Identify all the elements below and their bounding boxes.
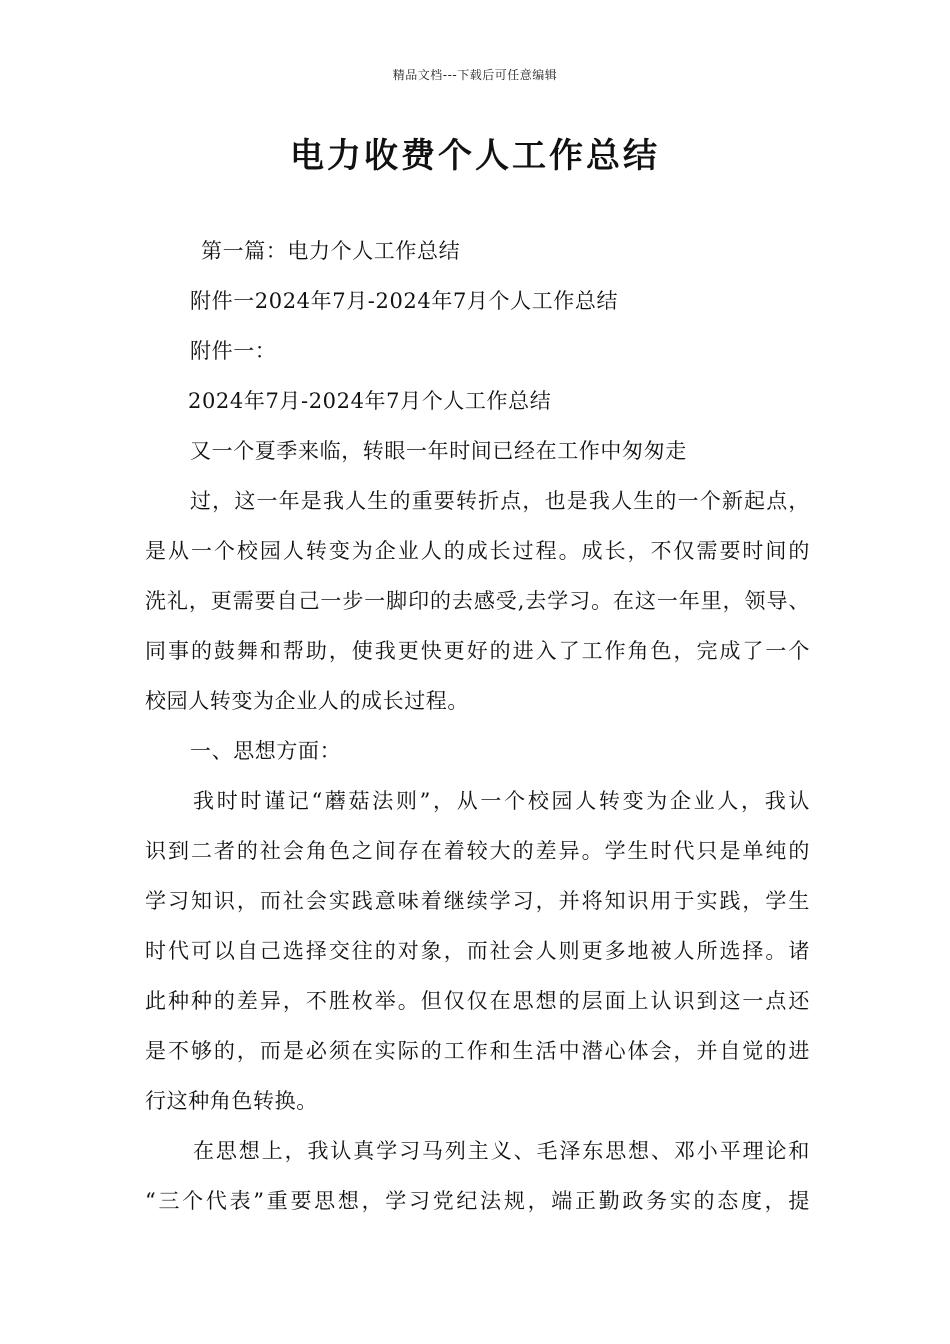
- paragraph-line: 校园人转变为企业人的成长过程。: [145, 689, 469, 713]
- paragraph-line: 学习知识，而社会实践意味着继续学习，并将知识用于实践，学生: [145, 889, 810, 913]
- paragraph-line: 又一个夏季来临，转眼一年时间已经在工作中匆匆走: [190, 439, 687, 463]
- paragraph-line: 此种种的差异，不胜枚举。但仅仅在思想的层面上认识到这一点还: [145, 989, 810, 1013]
- paragraph-line: 时代可以自己选择交往的对象，而社会人则更多地被人所选择。诸: [145, 939, 810, 963]
- header-note: 精品文档---下载后可任意编辑: [392, 68, 558, 82]
- paragraph-line: 识到二者的社会角色之间存在着较大的差异。学生时代只是单纯的: [145, 839, 810, 863]
- attachment-line: 附件一2024年7月-2024年7月个人工作总结: [190, 289, 619, 313]
- document-title: 电力收费个人工作总结: [290, 136, 660, 176]
- paragraph-line: 洗礼，更需要自己一步一脚印的去感受,去学习。在这一年里，领导、: [145, 589, 810, 613]
- paragraph-line: “三个代表”重要思想，学习党纪法规，端正勤政务实的态度，提: [145, 1189, 810, 1213]
- document-body: [145, 230, 810, 1230]
- paragraph-line: 行这种角色转换。: [145, 1089, 318, 1113]
- section-heading: 第一篇：电力个人工作总结: [201, 239, 461, 263]
- section-heading-thought: 一、思想方面：: [190, 739, 342, 763]
- paragraph-line: 同事的鼓舞和帮助，使我更快更好的进入了工作角色，完成了一个: [145, 639, 810, 663]
- paragraph-line: 过，这一年是我人生的重要转折点，也是我人生的一个新起点，: [190, 489, 810, 513]
- attachment-label: 附件一：: [190, 339, 277, 363]
- attachment-subtitle: 2024年7月-2024年7月个人工作总结: [188, 389, 552, 413]
- paragraph-line: 在思想上，我认真学习马列主义、毛泽东思想、邓小平理论和: [193, 1139, 810, 1163]
- paragraph-line: 是从一个校园人转变为企业人的成长过程。成长，不仅需要时间的: [145, 539, 810, 563]
- paragraph-line: 是不够的，而是必须在实际的工作和生活中潜心体会，并自觉的进: [145, 1039, 810, 1063]
- paragraph-line: 我时时谨记“蘑菇法则”，从一个校园人转变为企业人，我认: [193, 789, 810, 813]
